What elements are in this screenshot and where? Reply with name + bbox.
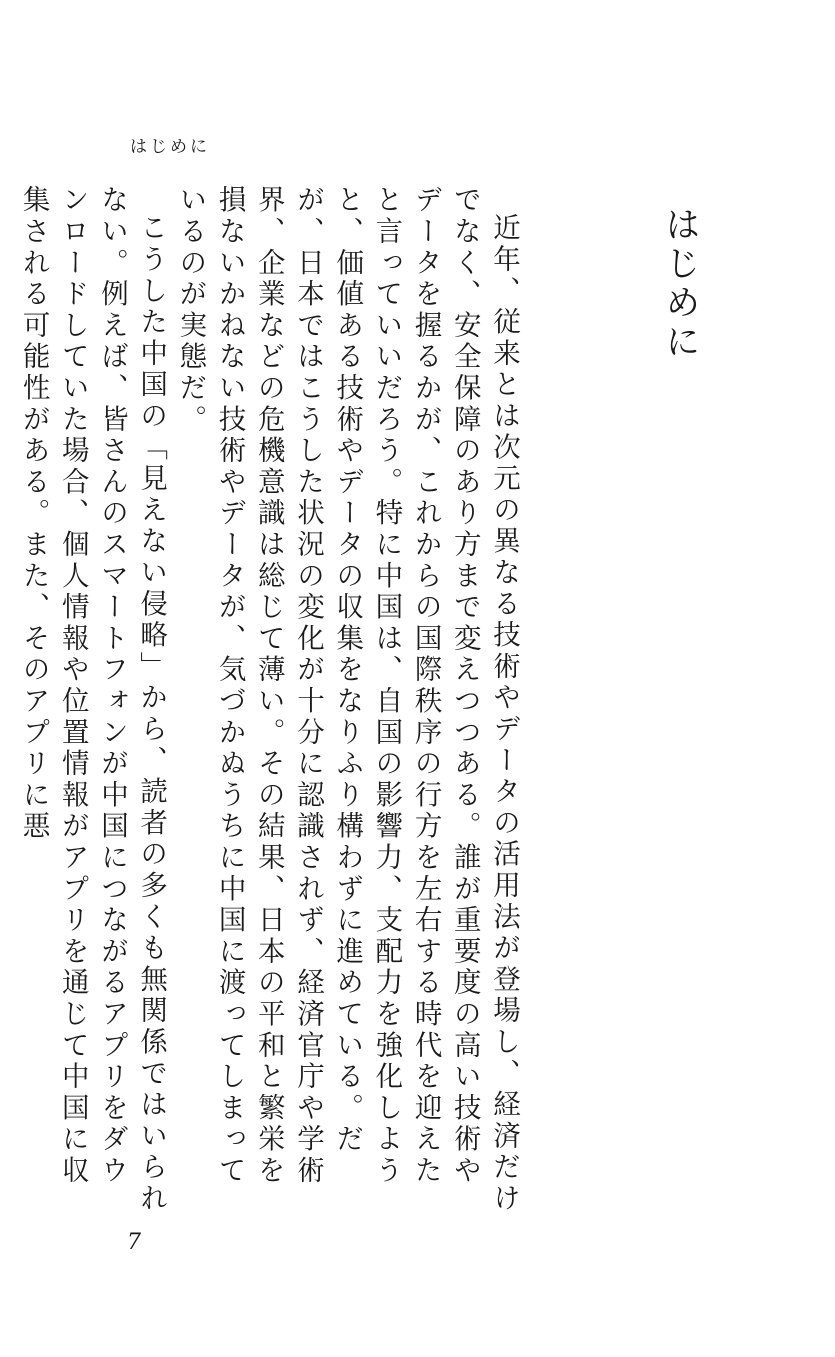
paragraph-1: 近年、従来とは次元の異なる技術やデータの活用法が登場し、経済だけでなく、安全保障のあり方まで変えつつある。誰が重要度の高い技術やデータを握るかが、これからの国際秩序の行方を左右する時代を迎えたと言っていいだろう。特に中国は、自国の影響力、支配力を強化しようと、価値ある技術やデータの収集をなりふり構わずに進めている。だが、日本ではこうした状況の変化が十分に認識されず、経済官庁や学術界、企業などの危機意識は総じて薄い。その結果、日本の平和と繁栄を損ないかねない技術やデータが、気づかぬうちに中国に渡ってしまっているのが実態だ。: [174, 185, 520, 1215]
running-head: はじめに: [130, 137, 210, 157]
body-text: [17, 185, 523, 1217]
paragraph-2: こうした中国の「見えない侵略」から、読者の多くも無関係ではいられない。例えば、皆さんのスマートフォンが中国につながるアプリをダウンロードしていた場合、個人情報や位置情報がアプリを通じて中国に収集される可能性がある。また、そのアプリに悪: [17, 185, 168, 1215]
chapter-title: はじめに: [660, 206, 700, 362]
page-number: 7: [127, 1230, 141, 1255]
